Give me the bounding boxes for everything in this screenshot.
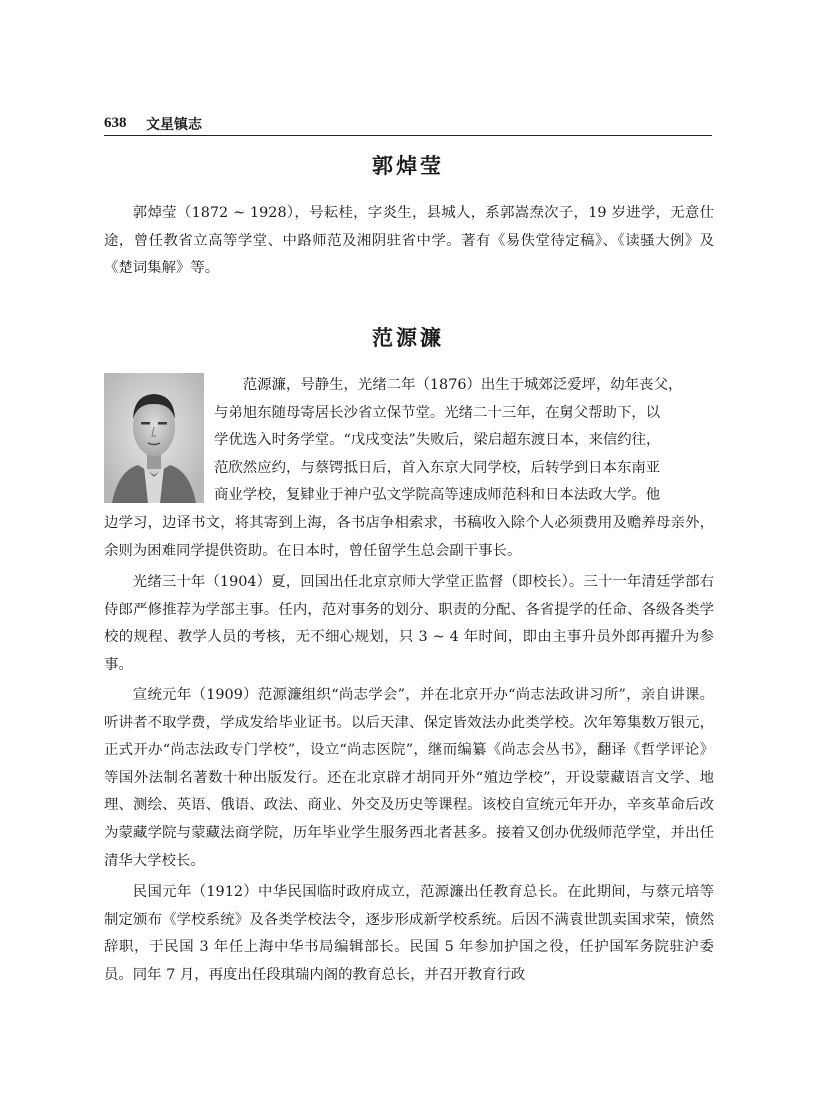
- fan-intro-line: 范欣然应约，与蔡锷抵日后，首入东京大同学校，后转学到日本东南亚: [214, 459, 661, 476]
- guo-biography-paragraph: 郭焯莹（1872 ~ 1928），号耘桂，字炎生，县城人，系郭嵩焘次子，19 岁进学，无意仕途，曾任教省立高等学堂、中路师范及湘阴驻省中学。著有《易佚堂待定稿》、《读骚大例》及《楚词集解》等。: [104, 205, 714, 277]
- section-title-fan: 范源濂: [372, 326, 444, 350]
- page-number: 638: [104, 115, 127, 131]
- fan-intro-continuation: 边学习，边译书文，将其寄到上海，各书店争相索求，书稿收入除个人必须费用及赡养母亲外，余则为困难同学提供资助。在日本时，曾任留学生总会副干事长。: [104, 515, 714, 559]
- book-title: 文星镇志: [146, 117, 202, 133]
- fan-intro-lines: [214, 372, 714, 510]
- fan-intro-line: 商业学校，复肄业于神户弘文学院高等速成师范科和日本法政大学。他: [214, 487, 661, 504]
- running-header: [104, 115, 712, 136]
- fan-paragraph-1909: 宣统元年（1909）范源濂组织“尚志学会”，并在北京开办“尚志法政讲习所”，亲自讲课。听讲者不取学费，学成发给毕业证书。以后天津、保定皆效法办此类学校。次年筹集数万银元，正式开办“尚志法政专门学校”，设立“尚志医院”，继而编纂《尚志会丛书》，翻译《哲学评论》等国外法制名著数十种出版发行。还在北京辟才胡同开外“殖边学校”，开设蒙藏语言文学、地理、测绘、英语、俄语、政法、商业、外交及历史等课程。该校自宣统元年开办，辛亥革命后改为蒙藏学院与蒙藏法商学院，历年毕业学生服务西北者甚多。接着又创办优级师范学堂，并出任清华大学校长。: [104, 687, 714, 869]
- fan-intro-line: 与弟旭东随母寄居长沙省立保节堂。光绪二十三年，在舅父帮助下，以: [214, 404, 661, 421]
- fan-yuanlian-portrait: [104, 373, 204, 503]
- fan-paragraph-1904: 光绪三十年（1904）夏，回国出任北京京师大学堂正监督（即校长）。三十一年清廷学部右侍郎严修推荐为学部主事。任内，范对事务的划分、职责的分配、各省提学的任命、各级各类学校的规程、教学人员的考核，无不细心规划，只 3 ~ 4 年时间，即由主事升员外郎再擢升为参事。: [104, 574, 714, 673]
- fan-intro-line: 范源濂，号静生，光绪二年（1876）出生于城郊泛爱坪，幼年丧父，: [242, 377, 683, 393]
- section-title-guo: 郭焯莹: [372, 154, 444, 178]
- fan-intro-line: 学优选入时务学堂。“戊戌变法”失败后，梁启超东渡日本，来信约往，: [214, 432, 661, 449]
- fan-paragraph-1912: 民国元年（1912）中华民国临时政府成立，范源濂出任教育总长。在此期间，与蔡元培等制定颁布《学校系统》及各类学校法令，逐步形成新学校系统。后因不满袁世凯卖国求荣，愤然辞职，于民国 3 年任上海中华书局编辑部长。民国 5 年参加护国之役，任护国军务院驻沪委员。同年 7 月，再度出任段琪瑞内阁的教育总长，并召开教育行政: [104, 884, 714, 983]
